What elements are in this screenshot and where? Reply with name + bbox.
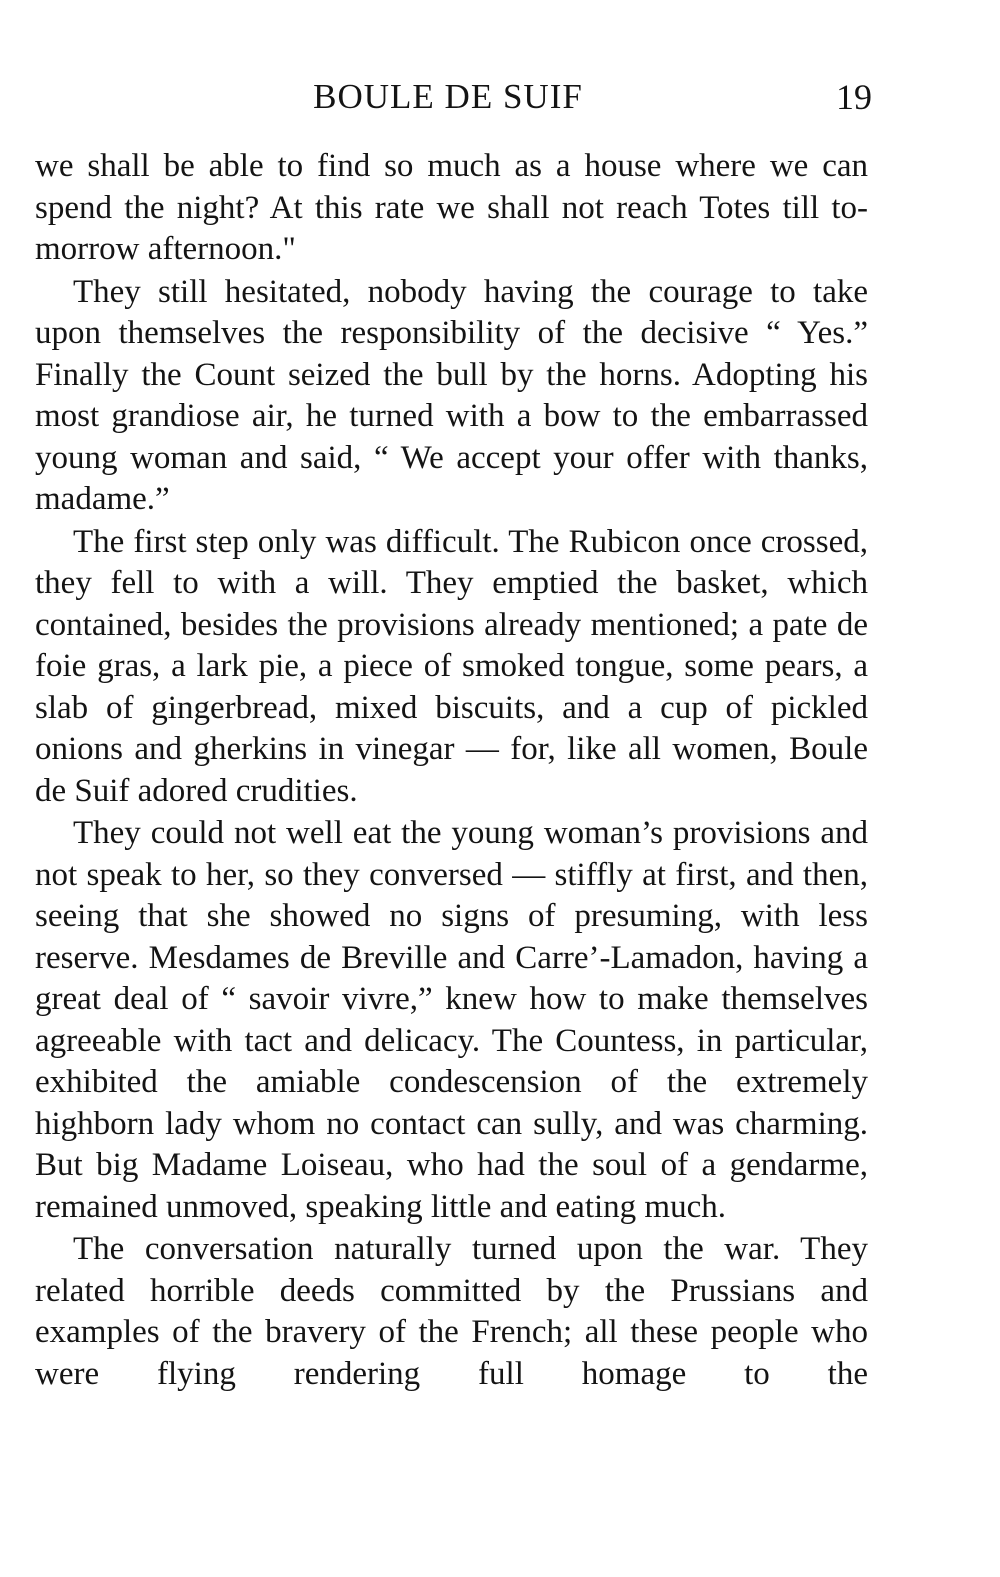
page-number: 19 (836, 77, 872, 117)
paragraph: They could not well eat the young woman’s provisions and not speak to her, so they conversed — stiffly at first, and then, seeing that she showed no signs of presuming, with less reserve. Mesdames de Breville and Carre’-Lamadon, having a great deal of “ savoir vivre,” knew how to make themselves agreeable with tact and delicacy. The Countess, in particular, exhibited the amiable condescension of the extremely highborn lady whom no contact can sully, and was charming. But big Madame Loiseau, who had the soul of a gendarme, remained unmoved, speaking little and eating much. (35, 815, 868, 1225)
running-title: BOULE DE SUIF (313, 77, 583, 116)
paragraph: They still hesitated, nobody having the courage to take upon themselves the responsibility of the decisive “ Yes.” Finally the Count seized the bull by the horns. Adopting his most grandiose air, he turned with a bow to the embarrassed young woman and said, “ We accept your offer with thanks, madame.” (35, 273, 868, 517)
paragraph: The first step only was difficult. The Rubicon once crossed, they fell to with a will. They emptied the basket, which contained, besides the provisions already mentioned; a pate de foie gras, a lark pie, a piece of smoked tongue, some pears, a slab of gingerbread, mixed biscuits, and a cup of pickled onions and gherkins in vinegar — for, like all women, Boule de Suif adored crudities. (35, 523, 868, 809)
paragraph-continued: we shall be able to find so much as a house where we can spend the night? At this rate we shall not reach Totes till to-morrow afternoon." (35, 148, 868, 267)
paragraph: The conversation naturally turned upon the war. They related horrible deeds committed by the Prussians and examples of the bravery of the French; all these people who were flying rendering full homage to the (35, 1231, 868, 1392)
running-head (0, 72, 1000, 122)
body-text (35, 146, 868, 1395)
